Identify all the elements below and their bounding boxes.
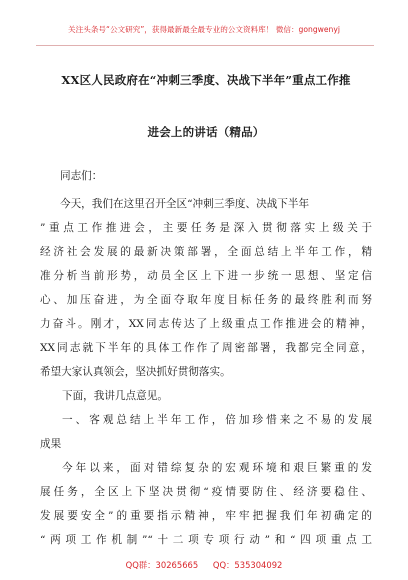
body-line: XX同志就下半年的具体工作作了周密部署，我都完全同意， — [40, 342, 372, 354]
body-line: 下面，我讲几点意见。 — [62, 390, 168, 402]
header-divider — [36, 45, 374, 46]
footer-qq: QQ：535304092 — [212, 560, 283, 570]
header-banner: 关注头条号“公文研究”，获得最新最全最专业的公文资料库！ 微信：gongwenyj — [68, 25, 340, 34]
document-title-line-2: 进会上的讲话（精品） — [147, 125, 265, 139]
body-line: ”重点工作推进会，主要任务是深入贯彻落实上级关于 — [40, 222, 372, 234]
body-line: 希望大家认真领会，坚决抓好贯彻落实。 — [40, 366, 231, 378]
body-line: 心、加压奋进，为全面夺取年度目标任务的最终胜利而努 — [40, 294, 372, 306]
body-line: 力奋斗。刚才，XX同志传达了上级重点工作推进会的精神， — [40, 318, 372, 330]
footer-contact — [0, 559, 408, 571]
body-line: 经济社会发展的最新决策部署，全面总结上半年工作，精 — [40, 246, 372, 258]
section-heading-line: 成果 — [40, 438, 62, 450]
section-heading-line: 一、客观总结上半年工作，倍加珍惜来之不易的发展 — [62, 414, 372, 426]
body-line: 今年以来，面对错综复杂的宏观环境和艰巨繁重的发 — [62, 462, 372, 474]
body-line: 发展要安全”的重要指示精神，牢牢把握我们年初确定的 — [40, 510, 372, 522]
salutation: 同志们： — [60, 170, 103, 182]
body-line: “两项工作机制”“十二项专项行动”和“四项重点工 — [40, 534, 372, 546]
document-title-line-1: XX区人民政府在“冲刺三季度、决战下半年”重点工作推 — [61, 73, 351, 87]
footer-qq-group: QQ群：30265665 — [125, 560, 199, 570]
body-line: 准分析当前形势，动员全区上下进一步统一思想、坚定信 — [40, 270, 372, 282]
body-line: 展任务，全区上下坚决贯彻“疫情要防住、经济要稳住、 — [40, 486, 372, 498]
body-line: 今天，我们在这里召开全区“冲刺三季度、决战下半年 — [60, 198, 310, 210]
